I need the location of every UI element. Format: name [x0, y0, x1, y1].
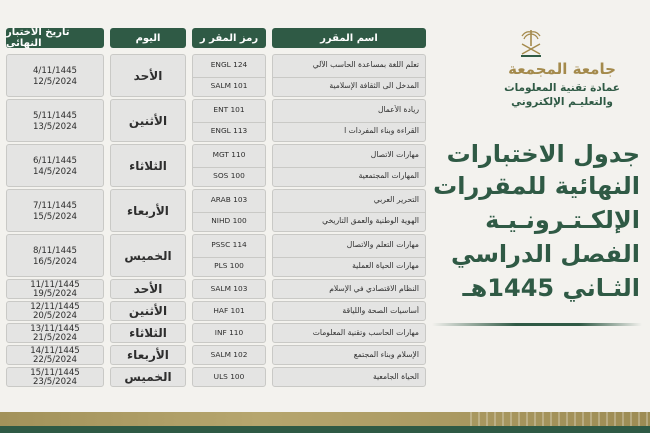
course-code-cell	[192, 279, 266, 299]
course-code-cell	[192, 323, 266, 343]
course-code-cell	[192, 345, 266, 365]
hijri-date: 6/11/1445	[32, 156, 78, 166]
date-cell	[6, 345, 104, 365]
row-divider	[273, 212, 425, 213]
course-name-cell	[272, 234, 426, 277]
day-cell	[110, 99, 186, 142]
hijri-date: 15/11/1445	[30, 368, 80, 378]
course-code: SOS 100	[213, 171, 245, 181]
hijri-date: 11/11/1445	[30, 280, 80, 290]
table-row-group	[6, 189, 426, 232]
course-code: MGT 110	[212, 149, 246, 159]
header-day: اليوم	[110, 28, 186, 48]
university-logo	[488, 24, 636, 114]
day-label: الثلاثاء	[129, 158, 167, 173]
day-label: الأحد	[133, 68, 163, 83]
table-row-group	[6, 279, 426, 299]
table-row-group	[6, 54, 426, 97]
date-cell	[6, 54, 104, 97]
course-name: التحرير العربي	[373, 194, 419, 204]
row-divider	[193, 257, 265, 258]
day-label: الأربعاء	[127, 348, 169, 362]
course-name-cell	[272, 189, 426, 232]
gregorian-date: 23/5/2024	[32, 377, 78, 387]
title-line-4: الفصل الدراسي	[451, 240, 640, 268]
course-code-cell	[192, 234, 266, 277]
day-cell	[110, 279, 186, 299]
day-label: الأثنين	[128, 113, 168, 128]
row-divider	[193, 167, 265, 168]
course-code: HAF 101	[213, 306, 245, 315]
course-name: الإسلام وبناء المجتمع	[353, 350, 419, 359]
day-label: الخميس	[124, 370, 172, 384]
course-name-cell	[272, 54, 426, 97]
course-name: تعلم اللغة بمساعدة الحاسب الآلي	[312, 59, 419, 69]
date-cell	[6, 189, 104, 232]
date-cell	[6, 99, 104, 142]
title-underline	[432, 323, 642, 326]
course-code: SALM 101	[210, 81, 248, 91]
logo-subtitle-1: عمادة تقنية المعلومات	[504, 82, 620, 94]
palm-swords-emblem-icon	[518, 28, 544, 58]
course-name: ريادة الأعمال	[377, 104, 419, 114]
logo-subtitle-2: والتعليـم الإلكتروني	[511, 96, 613, 108]
course-code: PSSC 114	[211, 239, 247, 249]
footer-pattern	[470, 412, 650, 426]
day-cell	[110, 323, 186, 343]
gregorian-date: 12/5/2024	[32, 77, 78, 87]
gregorian-date: 13/5/2024	[32, 122, 78, 132]
course-name: النظام الاقتصادي في الإسلام	[329, 284, 419, 293]
course-code: ENT 101	[213, 104, 245, 114]
hijri-date: 8/11/1445	[32, 246, 78, 256]
course-name-cell	[272, 301, 426, 321]
date-cell	[6, 144, 104, 187]
course-name-cell	[272, 279, 426, 299]
course-code: ARAB 103	[210, 194, 248, 204]
course-name: القراءة وبناء المفردات ا	[344, 126, 419, 136]
course-name: مهارات الاتصال	[370, 149, 419, 159]
row-divider	[193, 212, 265, 213]
footer-green-band	[0, 426, 650, 433]
course-code-cell	[192, 301, 266, 321]
table-row-group	[6, 323, 426, 343]
day-label: الخميس	[124, 248, 172, 263]
title-line-3: الإلكـتـرونـيـة	[485, 206, 640, 234]
day-cell	[110, 301, 186, 321]
course-name: مهارات التعلم والاتصال	[346, 239, 419, 249]
course-name: الحياة الجامعية	[372, 372, 419, 381]
gregorian-date: 22/5/2024	[32, 355, 78, 365]
day-label: الأحد	[133, 282, 163, 296]
course-code: INF 110	[214, 328, 244, 337]
course-name: أساسيات الصحة واللياقة	[342, 306, 419, 315]
course-name-cell	[272, 367, 426, 387]
course-name: المهارات المجتمعية	[358, 171, 419, 181]
course-code: PLS 100	[214, 261, 244, 271]
table-row-group	[6, 345, 426, 365]
course-code: ULS 100	[213, 372, 245, 381]
course-name: مهارات الحاسب وتقنية المعلومات	[312, 328, 419, 337]
day-cell	[110, 345, 186, 365]
day-cell	[110, 144, 186, 187]
row-divider	[273, 77, 425, 78]
header-date: تاريخ الاختبار النهائي	[6, 28, 104, 48]
course-code: NIHD 100	[211, 216, 247, 226]
course-code-cell	[192, 144, 266, 187]
date-cell	[6, 234, 104, 277]
course-name: مهارات الحياة العملية	[352, 261, 419, 271]
table-row-group	[6, 234, 426, 277]
hijri-date: 5/11/1445	[32, 111, 78, 121]
date-cell	[6, 367, 104, 387]
course-code-cell	[192, 367, 266, 387]
title-line-5: الثـاني 1445هـ	[462, 274, 640, 302]
gregorian-date: 15/5/2024	[32, 212, 78, 222]
header-course-name: اسم المقرر	[272, 28, 426, 48]
course-code-cell	[192, 54, 266, 97]
row-divider	[273, 257, 425, 258]
gregorian-date: 19/5/2024	[32, 289, 78, 299]
course-name: الهوية الوطنية والعمق التاريخي	[322, 216, 419, 226]
table-row-group	[6, 99, 426, 142]
title-line-1: جدول الاختبارات	[446, 140, 640, 168]
course-name-cell	[272, 323, 426, 343]
hijri-date: 7/11/1445	[32, 201, 78, 211]
gregorian-date: 14/5/2024	[32, 167, 78, 177]
day-cell	[110, 189, 186, 232]
course-code: ENGL 113	[210, 126, 248, 136]
gregorian-date: 21/5/2024	[32, 333, 78, 343]
row-divider	[193, 77, 265, 78]
row-divider	[273, 167, 425, 168]
course-code: SALM 102	[210, 350, 248, 359]
course-code: ENGL 124	[210, 59, 248, 69]
course-name-cell	[272, 144, 426, 187]
table-row-group	[6, 367, 426, 387]
table-row-group	[6, 301, 426, 321]
day-cell	[110, 234, 186, 277]
header-course-code: رمز المقر ر	[192, 28, 266, 48]
gregorian-date: 20/5/2024	[32, 311, 78, 321]
logo-title: جامعة المجمعة	[508, 60, 616, 78]
day-cell	[110, 54, 186, 97]
date-cell	[6, 323, 104, 343]
date-cell	[6, 301, 104, 321]
day-cell	[110, 367, 186, 387]
course-name-cell	[272, 99, 426, 142]
day-label: الأثنين	[128, 304, 168, 318]
hijri-date: 12/11/1445	[30, 302, 80, 312]
hijri-date: 14/11/1445	[30, 346, 80, 356]
day-label: الأربعاء	[127, 203, 169, 218]
row-divider	[193, 122, 265, 123]
row-divider	[273, 122, 425, 123]
date-cell	[6, 279, 104, 299]
hijri-date: 4/11/1445	[32, 66, 78, 76]
course-code-cell	[192, 99, 266, 142]
course-name-cell	[272, 345, 426, 365]
course-code: SALM 103	[210, 284, 248, 293]
gregorian-date: 16/5/2024	[32, 257, 78, 267]
hijri-date: 13/11/1445	[30, 324, 80, 334]
course-name: المدخل الى الثقافة الإسلامية	[329, 81, 419, 91]
course-code-cell	[192, 189, 266, 232]
table-row-group	[6, 144, 426, 187]
title-line-2: النهائية للمقررات	[433, 172, 640, 200]
day-label: الثلاثاء	[129, 326, 167, 340]
